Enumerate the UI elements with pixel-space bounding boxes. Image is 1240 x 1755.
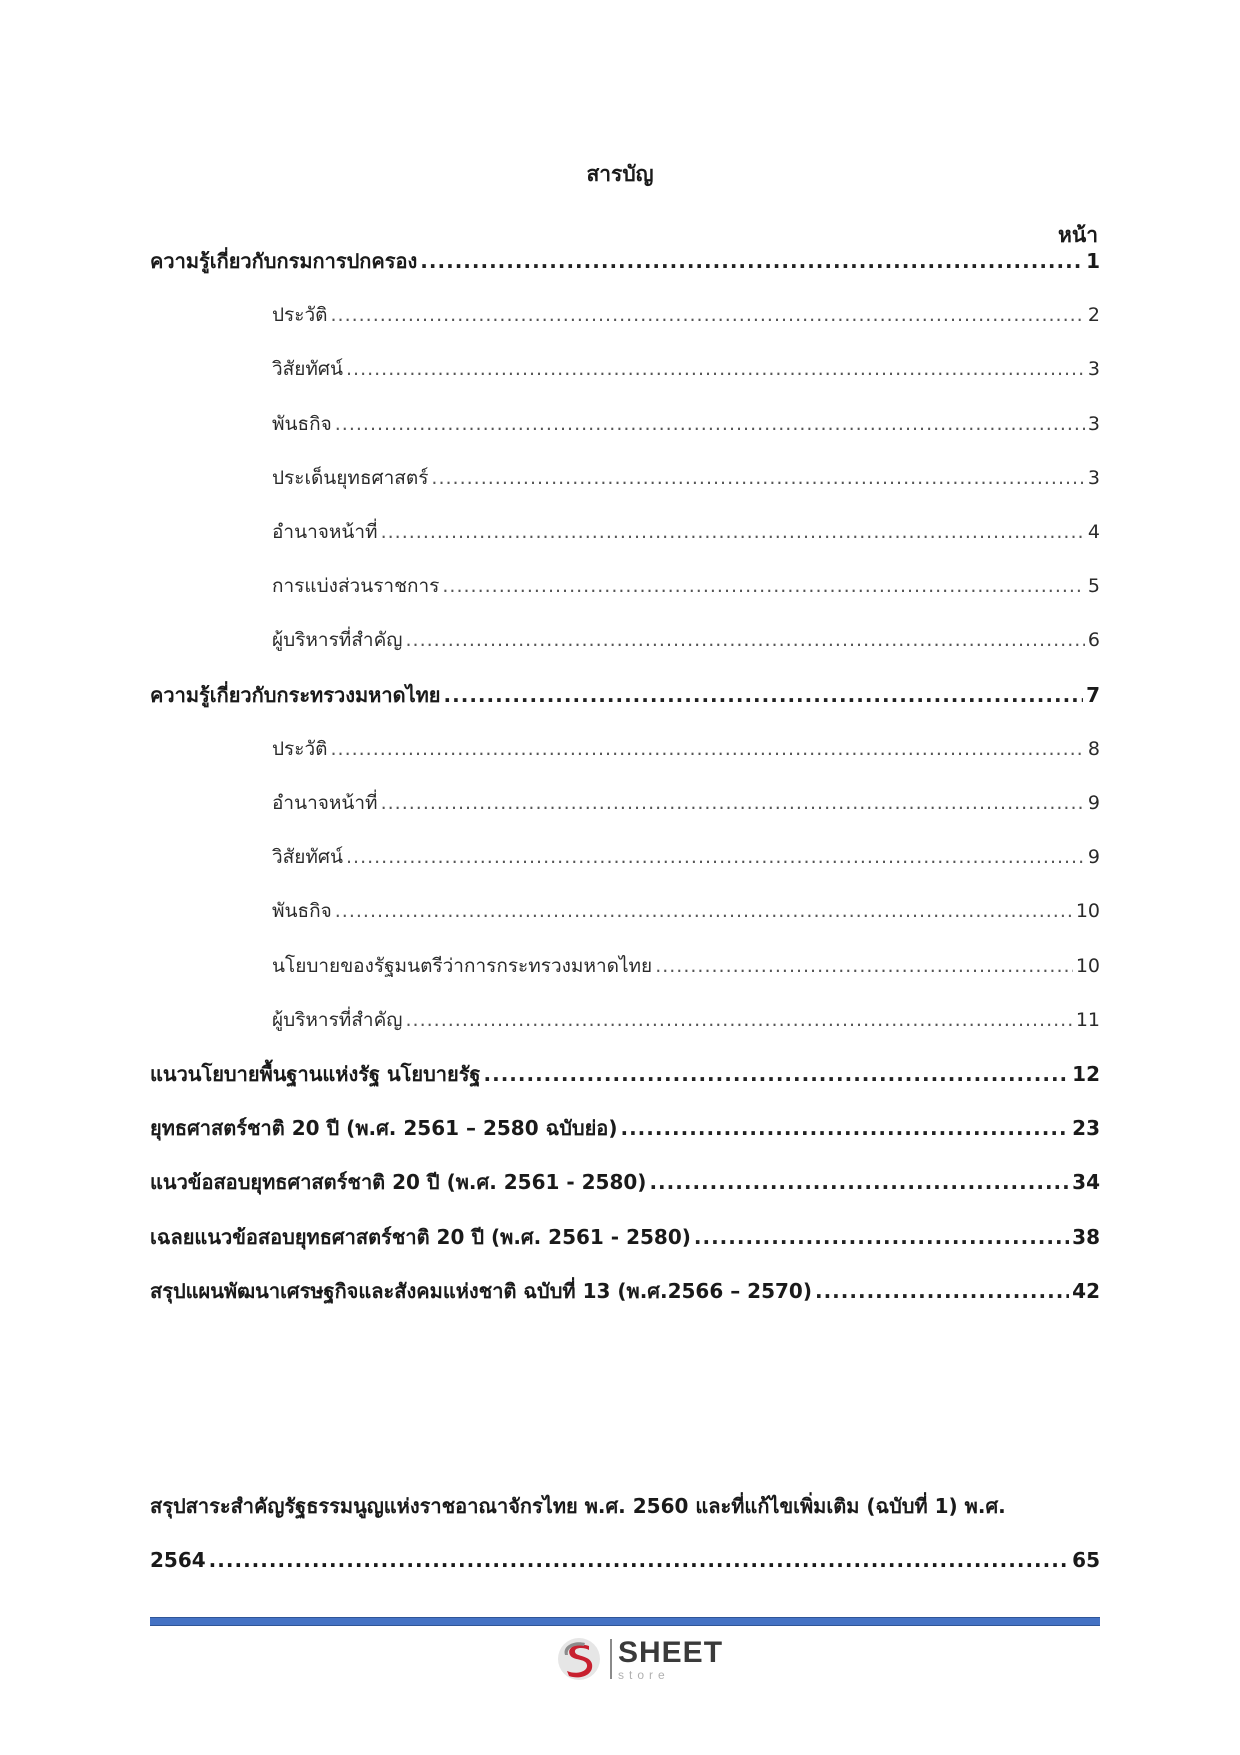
toc-entry-text: ความรู้เกี่ยวกับกระทรวงมหาดไทย — [150, 683, 441, 707]
toc-leader-dots — [694, 1222, 1069, 1252]
toc-entry[interactable] — [150, 1113, 1100, 1143]
toc-entry-page: 8 — [1087, 738, 1100, 760]
toc-entry[interactable] — [272, 409, 1100, 439]
sheet-store-s-logo-icon — [556, 1636, 602, 1682]
toc-entry[interactable] — [272, 463, 1100, 493]
toc-entry[interactable] — [272, 788, 1100, 818]
toc-entry-text: ผู้บริหารที่สำคัญ — [272, 1009, 403, 1031]
toc-entry-page: 11 — [1075, 1009, 1100, 1031]
toc-leader-dots — [335, 896, 1073, 926]
page-column-label: หน้า — [1058, 223, 1098, 247]
toc-entry-text: นโยบายของรัฐมนตรีว่าการกระทรวงมหาดไทย — [272, 955, 653, 977]
toc-entry[interactable] — [272, 951, 1100, 981]
toc-leader-dots — [442, 571, 1085, 601]
toc-leader-dots — [330, 300, 1084, 330]
toc-entry-page: 65 — [1072, 1548, 1100, 1572]
toc-entry-text: ความรู้เกี่ยวกับกรมการปกครอง — [150, 249, 418, 273]
toc-entry-text: อำนาจหน้าที่ — [272, 792, 378, 814]
toc-leader-dots — [420, 246, 1083, 276]
toc-entry-page: 9 — [1087, 846, 1100, 868]
toc-leader-dots — [335, 409, 1085, 439]
footer-divider — [150, 1617, 1100, 1626]
toc-entry[interactable] — [272, 1005, 1100, 1035]
toc-entry-text: ผู้บริหารที่สำคัญ — [272, 629, 403, 651]
toc-leader-dots — [444, 680, 1084, 710]
toc-entry[interactable] — [272, 625, 1100, 655]
toc-entry[interactable] — [272, 571, 1100, 601]
toc-entry-page: 34 — [1072, 1170, 1100, 1194]
toc-entry-text: ประเด็นยุทธศาสตร์ — [272, 467, 429, 489]
logo-text — [618, 1635, 724, 1682]
toc-leader-dots — [406, 1005, 1073, 1035]
toc-leader-dots — [620, 1113, 1069, 1143]
toc-entry[interactable] — [150, 680, 1100, 710]
toc-entry-text: พันธกิจ — [272, 900, 332, 922]
toc-leader-dots — [815, 1276, 1069, 1306]
toc-entry-text: สรุปสาระสำคัญรัฐธรรมนูญแห่งราชอาณาจักรไทย พ.ศ. 2560 และที่แก้ไขเพิ่มเติม (ฉบับที่ 1) พ.ศ. — [150, 1494, 1006, 1518]
toc-entry-text: พันธกิจ — [272, 413, 332, 435]
toc-leader-dots — [330, 734, 1084, 764]
toc-entry[interactable] — [272, 354, 1100, 384]
toc-entry[interactable] — [150, 1059, 1100, 1089]
toc-entry-page: 7 — [1086, 683, 1100, 707]
toc-entry-text: วิสัยทัศน์ — [272, 358, 343, 380]
toc-entry-page: 38 — [1072, 1225, 1100, 1249]
toc-entry-text: ยุทธศาสตร์ชาติ 20 ปี (พ.ศ. 2561 – 2580 ฉบับย่อ) — [150, 1116, 618, 1140]
toc-entry[interactable] — [150, 1276, 1100, 1306]
toc-entry-page: 6 — [1087, 629, 1100, 651]
toc-leader-dots — [209, 1545, 1069, 1575]
toc-entry-text: อำนาจหน้าที่ — [272, 521, 378, 543]
toc-leader-dots — [649, 1167, 1069, 1197]
toc-entry-constitution-line1[interactable] — [150, 1491, 1100, 1521]
logo-wordmark: SHEET — [618, 1635, 724, 1669]
toc-leader-dots — [484, 1059, 1070, 1089]
toc-entry-page: 3 — [1087, 467, 1100, 489]
toc-entry-page: 42 — [1072, 1279, 1100, 1303]
toc-entry-text: ประวัติ — [272, 304, 328, 326]
sheet-store-logo — [556, 1636, 723, 1682]
toc-entry[interactable] — [272, 300, 1100, 330]
toc-entry[interactable] — [150, 1222, 1100, 1252]
toc-leader-dots — [431, 463, 1084, 493]
toc-entry-page: 3 — [1087, 413, 1100, 435]
toc-leader-dots — [381, 517, 1085, 547]
toc-entry-page: 10 — [1075, 900, 1100, 922]
toc-entry-page: 2 — [1087, 304, 1100, 326]
toc-entry-page: 23 — [1072, 1116, 1100, 1140]
toc-entry-text: วิสัยทัศน์ — [272, 846, 343, 868]
page-title: สารบัญ — [586, 162, 654, 186]
toc-entry[interactable] — [150, 246, 1100, 276]
toc-entry-text: การแบ่งส่วนราชการ — [272, 575, 440, 597]
toc-entry-page: 9 — [1087, 792, 1100, 814]
toc-entry-page: 10 — [1075, 955, 1100, 977]
toc-leader-dots — [406, 625, 1085, 655]
toc-entry-page: 3 — [1087, 358, 1100, 380]
toc-leader-dots — [346, 842, 1085, 872]
toc-entry-constitution-line2[interactable] — [150, 1545, 1100, 1575]
toc-entry-text: เฉลยแนวข้อสอบยุทธศาสตร์ชาติ 20 ปี (พ.ศ. 2561 - 2580) — [150, 1225, 691, 1249]
toc-entry-text: 2564 — [150, 1548, 206, 1572]
toc-leader-dots — [655, 951, 1073, 981]
toc-entry-text: แนวข้อสอบยุทธศาสตร์ชาติ 20 ปี (พ.ศ. 2561 - 2580) — [150, 1170, 647, 1194]
toc-entry[interactable] — [272, 896, 1100, 926]
logo-divider — [610, 1639, 612, 1679]
toc-entry-page: 12 — [1072, 1062, 1100, 1086]
toc-entry-page: 5 — [1087, 575, 1100, 597]
toc-entry-page: 1 — [1086, 249, 1100, 273]
toc-entry-text: สรุปแผนพัฒนาเศรษฐกิจและสังคมแห่งชาติ ฉบับที่ 13 (พ.ศ.2566 – 2570) — [150, 1279, 812, 1303]
toc-leader-dots — [346, 354, 1085, 384]
toc-entry-page: 4 — [1087, 521, 1100, 543]
toc-entry[interactable] — [272, 517, 1100, 547]
toc-leader-dots — [381, 788, 1085, 818]
toc-entry[interactable] — [150, 1167, 1100, 1197]
logo-subtext: store — [618, 1667, 670, 1682]
toc-entry-text: แนวนโยบายพื้นฐานแห่งรัฐ นโยบายรัฐ — [150, 1062, 481, 1086]
toc-entry[interactable] — [272, 734, 1100, 764]
toc-entry[interactable] — [272, 842, 1100, 872]
toc-entry-text: ประวัติ — [272, 738, 328, 760]
